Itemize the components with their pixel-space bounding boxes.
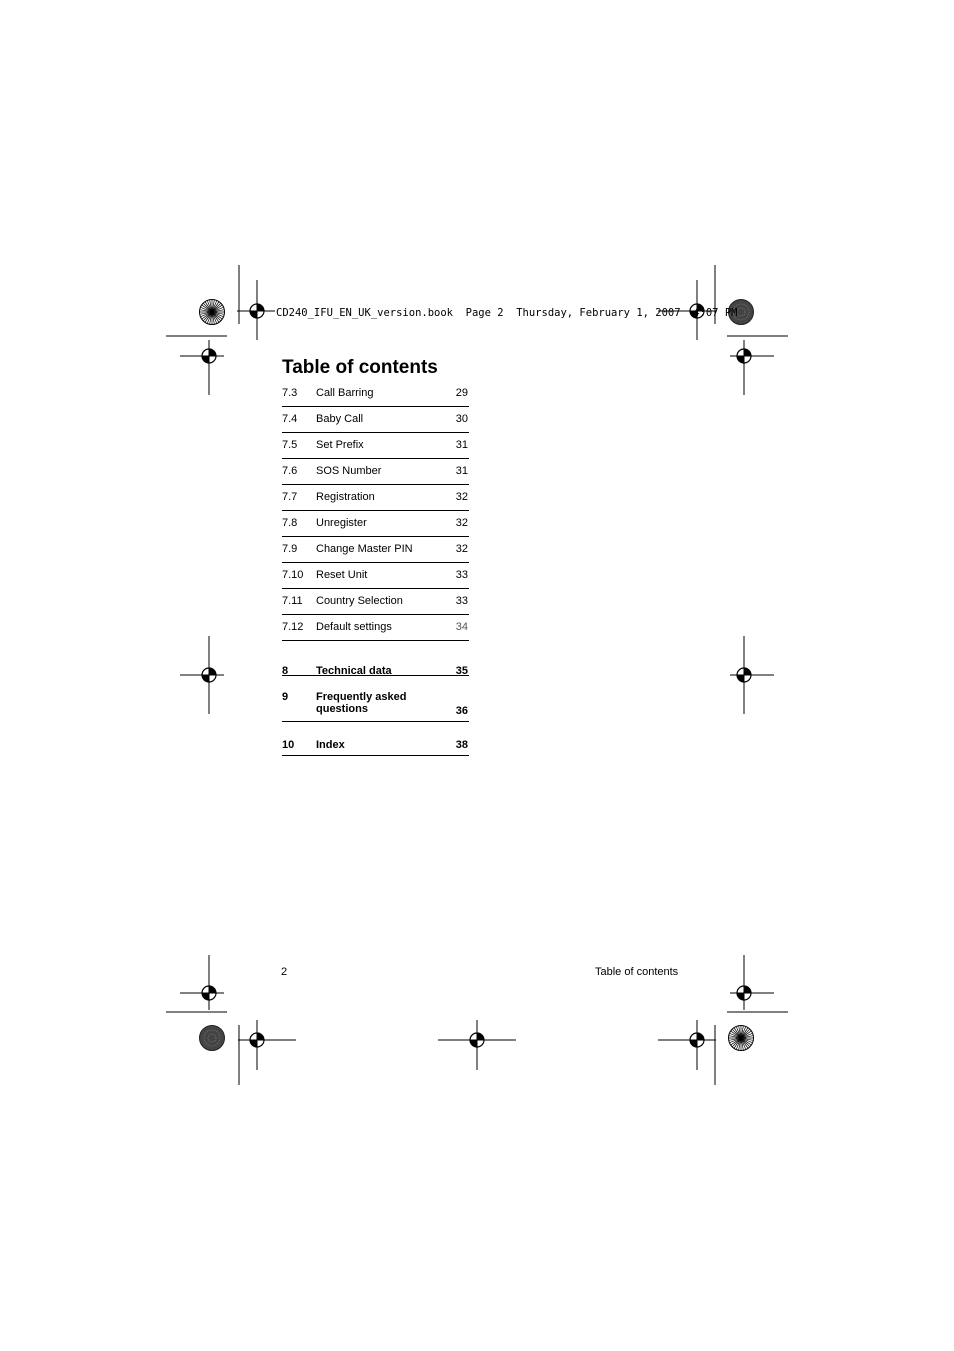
toc-entry-label: Default settings bbox=[316, 621, 392, 633]
toc-entry-label: SOS Number bbox=[316, 465, 382, 477]
toc-entry-label: Registration bbox=[316, 491, 375, 503]
toc-entry-label: Unregister bbox=[316, 517, 367, 529]
toc-entry-label: Reset Unit bbox=[316, 569, 368, 581]
toc-entry-label: Call Barring bbox=[316, 387, 374, 399]
toc-entry-page: 29 bbox=[455, 387, 468, 399]
toc-entry-number: 7.8 bbox=[282, 517, 298, 529]
toc-entry-number: 7.11 bbox=[282, 595, 303, 607]
toc-entry-label: Baby Call bbox=[316, 413, 364, 425]
toc-chapter[interactable] bbox=[282, 649, 469, 676]
toc-entry[interactable] bbox=[282, 511, 469, 537]
toc-entry-number: 7.5 bbox=[282, 439, 298, 451]
toc-entry-page: 34 bbox=[455, 621, 468, 633]
toc-entry-label: Country Selection bbox=[316, 595, 403, 607]
toc-entry-label: Set Prefix bbox=[316, 439, 364, 451]
toc-entry-label: Technical data bbox=[316, 665, 392, 677]
toc-entry-page: 33 bbox=[455, 595, 468, 607]
toc-entry-number: 7.4 bbox=[282, 413, 298, 425]
toc-entry-number: 7.3 bbox=[282, 387, 298, 399]
footer-section-title: Table of contents bbox=[595, 966, 679, 978]
toc-entry-page: 38 bbox=[455, 739, 468, 751]
toc-entry-label: Change Master PIN bbox=[316, 543, 413, 555]
toc-chapter[interactable] bbox=[282, 676, 469, 722]
toc-entry-page: 32 bbox=[455, 543, 468, 555]
page-title: Table of contents bbox=[282, 357, 438, 378]
toc-entry-page: 32 bbox=[455, 491, 468, 503]
table-of-contents bbox=[282, 381, 469, 756]
toc-entry[interactable] bbox=[282, 459, 469, 485]
toc-entry-page: 30 bbox=[455, 413, 468, 425]
toc-entry-number: 10 bbox=[282, 739, 295, 751]
toc-entry-number: 7.6 bbox=[282, 465, 298, 477]
toc-entry-page: 36 bbox=[455, 705, 468, 717]
toc-entry[interactable] bbox=[282, 537, 469, 563]
toc-entry-page: 35 bbox=[455, 665, 468, 677]
toc-entry-number: 9 bbox=[282, 691, 289, 703]
footer-page-number: 2 bbox=[281, 966, 288, 978]
toc-entry-page: 32 bbox=[455, 517, 468, 529]
toc-entry-page: 31 bbox=[455, 439, 468, 451]
toc-entry-number: 7.9 bbox=[282, 543, 298, 555]
toc-entry-page: 33 bbox=[455, 569, 468, 581]
toc-entry[interactable] bbox=[282, 615, 469, 641]
toc-entry[interactable] bbox=[282, 485, 469, 511]
toc-chapter[interactable] bbox=[282, 722, 469, 756]
toc-entry[interactable] bbox=[282, 589, 469, 615]
toc-entry-page: 31 bbox=[455, 465, 468, 477]
toc-entry-number: 8 bbox=[282, 665, 289, 677]
toc-entry-number: 7.10 bbox=[282, 569, 304, 581]
toc-entry-number: 7.7 bbox=[282, 491, 298, 503]
toc-entry-label: Index bbox=[316, 739, 345, 751]
toc-entry-label: Frequently asked questions bbox=[316, 691, 407, 715]
toc-entry[interactable] bbox=[282, 381, 469, 407]
toc-entry[interactable] bbox=[282, 563, 469, 589]
toc-entry[interactable] bbox=[282, 433, 469, 459]
toc-entry-number: 7.12 bbox=[282, 621, 304, 633]
toc-entry[interactable] bbox=[282, 407, 469, 433]
file-slug-line: CD240_IFU_EN_UK_version.book Page 2 Thursday, February 1, 2007 4:07 PM bbox=[276, 307, 738, 319]
